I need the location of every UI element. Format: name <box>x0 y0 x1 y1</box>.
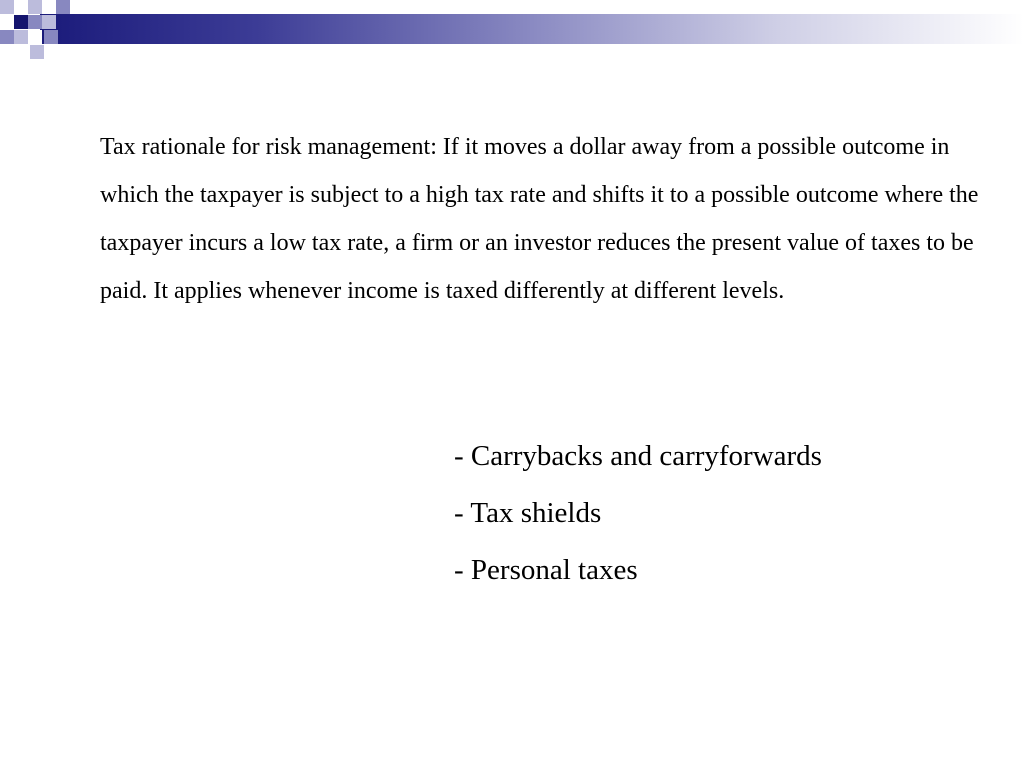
decor-square <box>28 0 42 14</box>
bullet-list <box>454 432 822 603</box>
decor-square <box>14 0 28 14</box>
bullet-item-carrybacks: - Carrybacks and carryforwards <box>454 440 822 472</box>
bullet-item-personal-taxes: - Personal taxes <box>454 554 638 586</box>
body-text: Tax rationale for risk management: If it moves a dollar away from a possible outcome in which the taxpayer is subject to a high tax rate and shifts it to a possible outcome where the taxpayer incurs a low tax rate, a firm or an investor reduces the present value of taxes to be paid. It applies whenever income is taxed differently at different levels. <box>100 134 979 304</box>
decor-square <box>42 15 56 29</box>
decor-square <box>28 15 42 29</box>
decor-square <box>0 0 14 14</box>
decor-square <box>44 30 58 44</box>
bullet-item-tax-shields: - Tax shields <box>454 497 602 529</box>
decor-square <box>28 30 42 44</box>
decor-square <box>30 45 44 59</box>
decor-square <box>56 0 70 14</box>
header-gradient-band <box>40 14 1024 44</box>
decor-square <box>0 30 14 44</box>
decor-square <box>14 30 28 44</box>
decor-square <box>14 15 28 29</box>
